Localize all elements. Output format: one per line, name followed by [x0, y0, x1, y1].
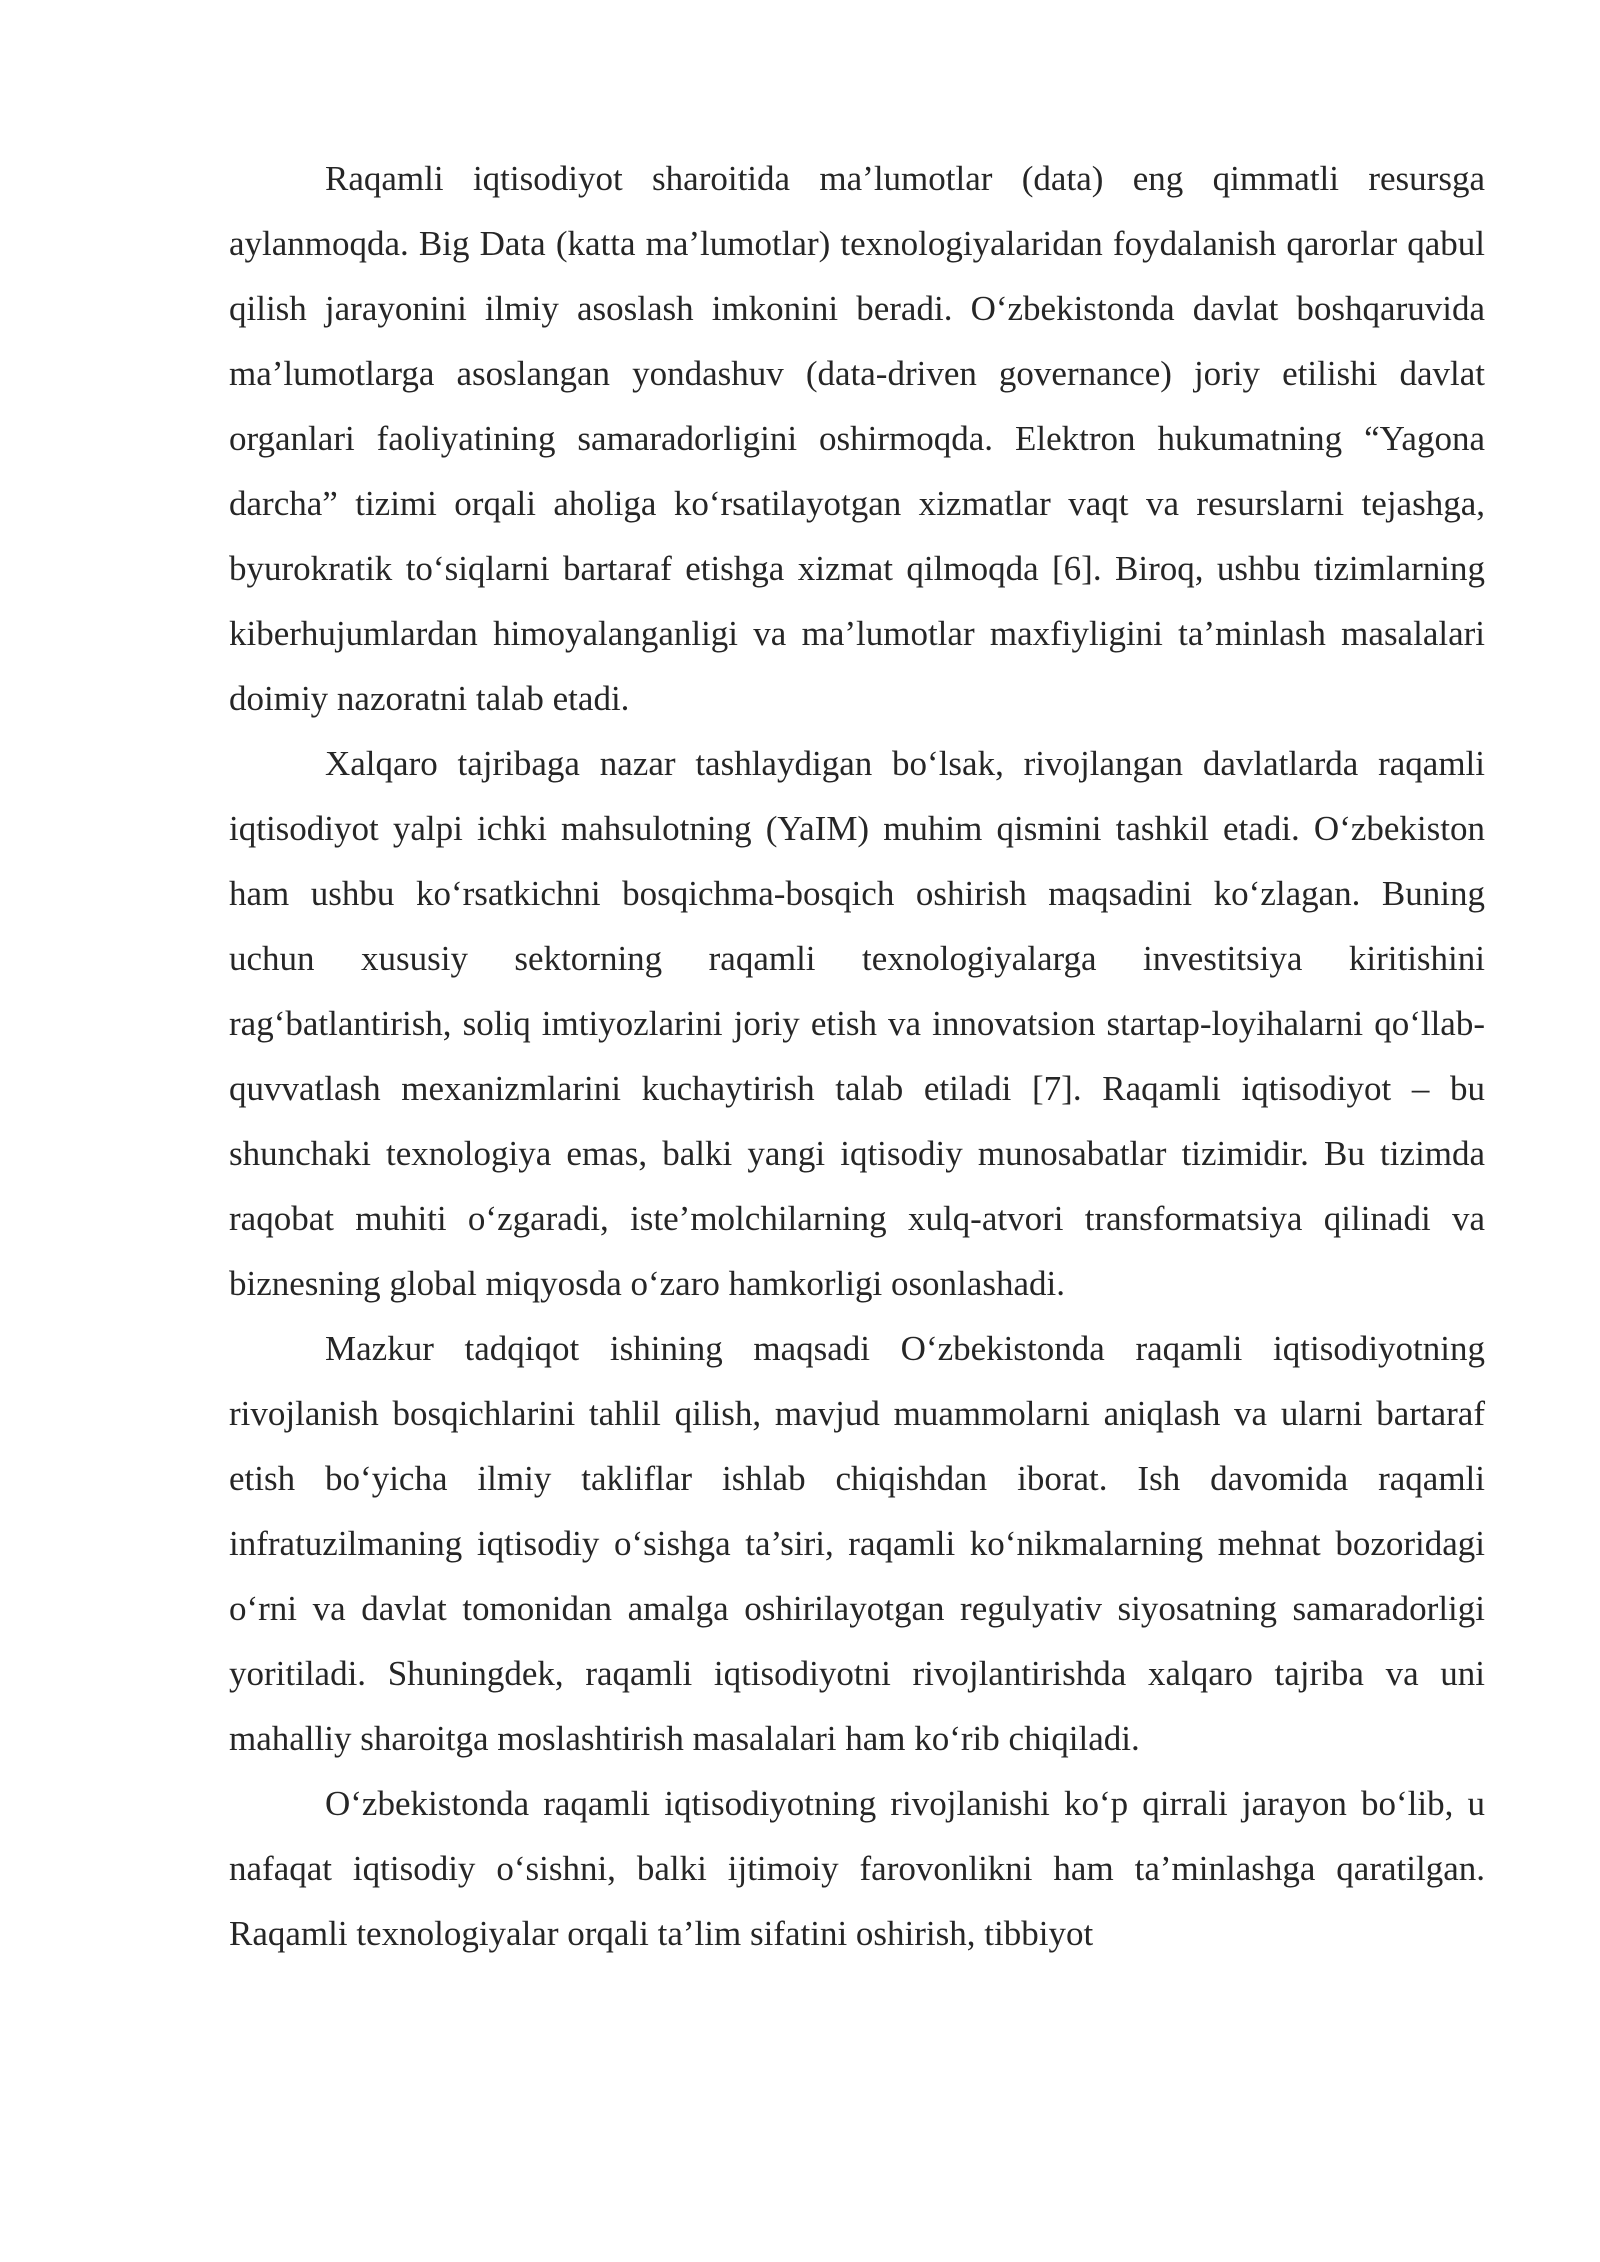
paragraph-data-driven-governance: Raqamli iqtisodiyot sharoitida ma’lumotlar (data) eng qimmatli resursga aylanmoqda. Big Data (katta ma’lumotlar) texnologiyalaridan foydalanish qarorlar qabul qilish jarayonini ilmiy asoslash imkonini beradi. O‘zbekistonda davlat boshqaruvida ma’lumotlarga asoslangan yondashuv (data-driven governance) joriy etilishi davlat organlari faoliyatining samaradorligini oshirmoqda. Elektron hukumatning “Yagona darcha” tizimi orqali aholiga ko‘rsatilayotgan xizmatlar vaqt va resurslarni tejashga, byurokratik to‘siqlarni bartaraf etishga xizmat qilmoqda [6]. Biroq, ushbu tizimlarning kiberhujumlardan himoyalanganligi va ma’lumotlar maxfiyligini ta’minlash masalalari doimiy nazoratni talab etadi.: [229, 159, 1485, 718]
paragraph-development-process: O‘zbekistonda raqamli iqtisodiyotning rivojlanishi ko‘p qirrali jarayon bo‘lib, u nafaqat iqtisodiy o‘sishni, balki ijtimoiy farovonlikni ham ta’minlashga qaratilgan. Raqamli texnologiyalar orqali ta’lim sifatini oshirish, tibbiyot: [229, 1784, 1485, 1953]
document-body: [229, 146, 1485, 1966]
paragraph-international-experience: Xalqaro tajribaga nazar tashlaydigan bo‘lsak, rivojlangan davlatlarda raqamli iqtisodiyot yalpi ichki mahsulotning (YaIM) muhim qismini tashkil etadi. O‘zbekiston ham ushbu ko‘rsatkichni bosqichma-bosqich oshirish maqsadini ko‘zlagan. Buning uchun xususiy sektorning raqamli texnologiyalarga investitsiya kiritishini rag‘batlantirish, soliq imtiyozlarini joriy etish va innovatsion startap-loyihalarni qo‘llab-quvvatlash mexanizmlarini kuchaytirish talab etiladi [7]. Raqamli iqtisodiyot – bu shunchaki texnologiya emas, balki yangi iqtisodiy munosabatlar tizimidir. Bu tizimda raqobat muhiti o‘zgaradi, iste’molchilarning xulq-atvori transformatsiya qilinadi va biznesning global miqyosda o‘zaro hamkorligi osonlashadi.: [229, 744, 1485, 1303]
paragraph-research-goal: Mazkur tadqiqot ishining maqsadi O‘zbekistonda raqamli iqtisodiyotning rivojlanish bosqichlarini tahlil qilish, mavjud muammolarni aniqlash va ularni bartaraf etish bo‘yicha ilmiy takliflar ishlab chiqishdan iborat. Ish davomida raqamli infratuzilmaning iqtisodiy o‘sishga ta’siri, raqamli ko‘nikmalarning mehnat bozoridagi o‘rni va davlat tomonidan amalga oshirilayotgan regulyativ siyosatning samaradorligi yoritiladi. Shuningdek, raqamli iqtisodiyotni rivojlantirishda xalqaro tajriba va uni mahalliy sharoitga moslashtirish masalalari ham ko‘rib chiqiladi.: [229, 1329, 1485, 1758]
